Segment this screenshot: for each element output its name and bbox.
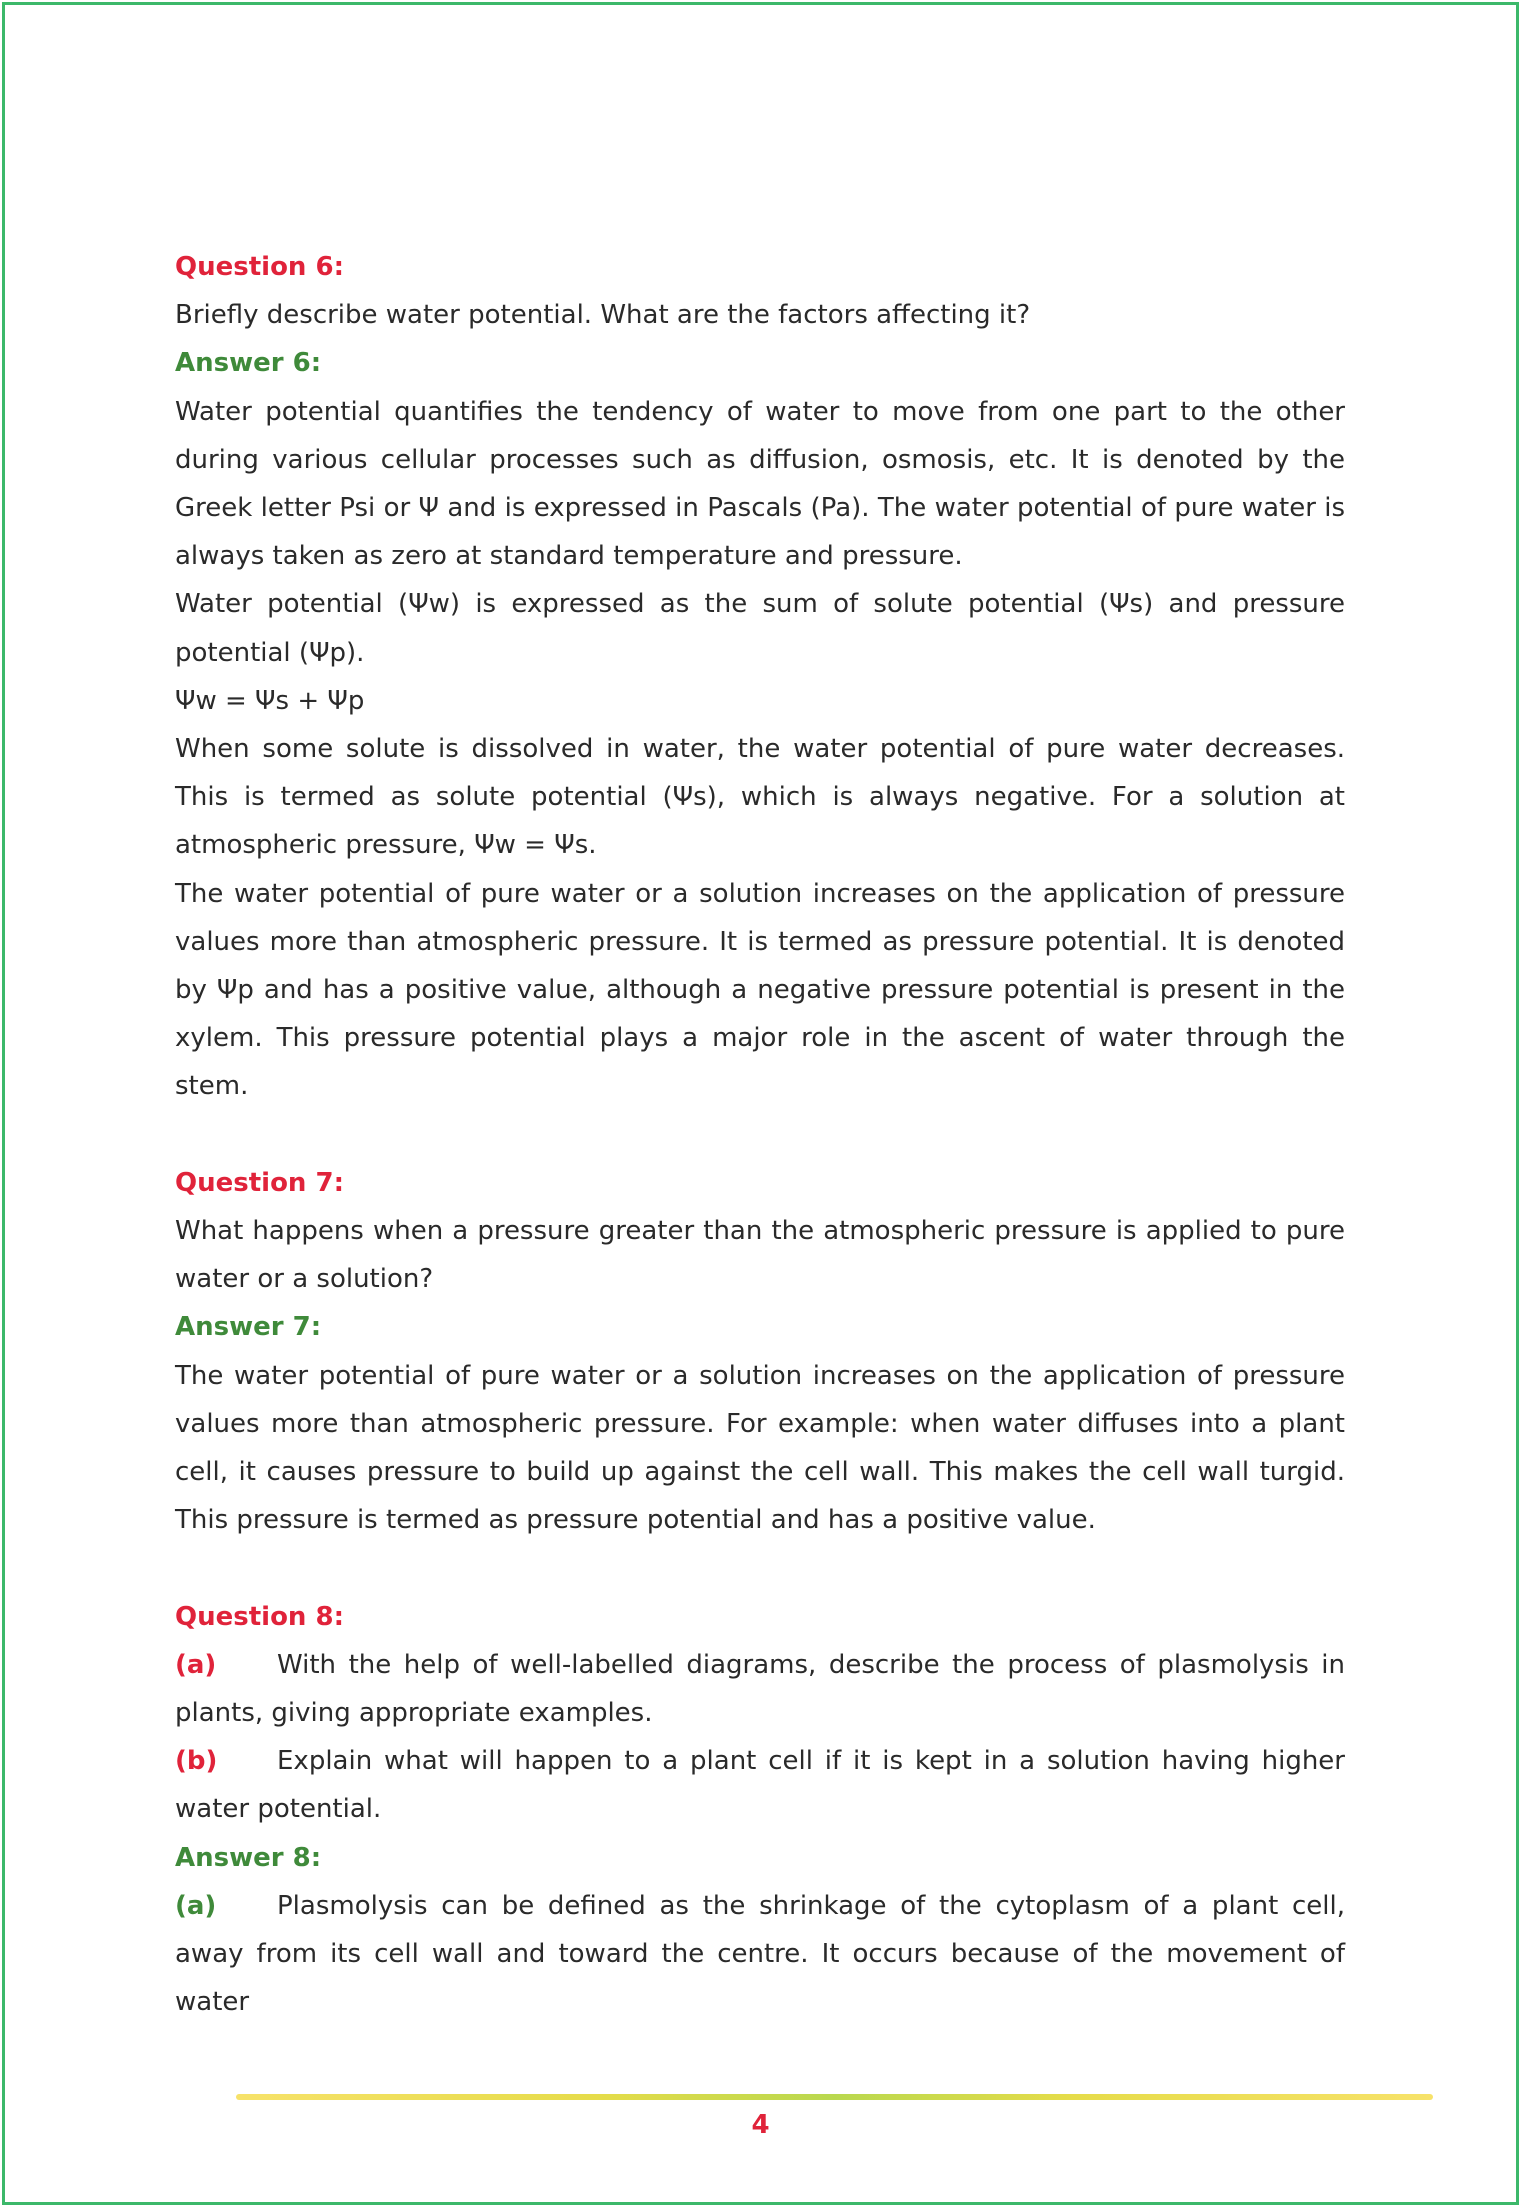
question-8-part-a-label: (a) [175, 1649, 217, 1680]
spacer [175, 1544, 1345, 1592]
answer-6-heading: Answer 6: [175, 348, 322, 379]
page-number: 4 [751, 2110, 770, 2140]
answer-8-heading: Answer 8: [175, 1842, 322, 1873]
question-8-part-b-text: Explain what will happen to a plant cell if it is kept in a solution having higher water potential. [175, 1746, 1345, 1825]
question-8-part-a [175, 1641, 1345, 1737]
answer-7-text: The water potential of pure water or a solution increases on the application of pressure values more than atmospheric pressure. For example: when water diffuses into a plant cell, it causes pressure to build up against the cell wall. This makes the cell wall turgid. This pressure is termed as pressure potential and has a positive value. [175, 1360, 1345, 1536]
answer-6-paragraph: The water potential of pure water or a solution increases on the application of pressure values more than atmospheric pressure. It is termed as pressure potential. It is denoted by Ψp and has a positive value, although a negative pressure potential is present in the xylem. This pressure potential plays a major role in the ascent of water through the stem. [175, 878, 1345, 1102]
question-8-part-b-label: (b) [175, 1746, 218, 1777]
question-7-heading: Question 7: [175, 1167, 344, 1198]
answer-7-heading: Answer 7: [175, 1312, 322, 1343]
question-6-heading: Question 6: [175, 252, 344, 282]
question-8-part-b [175, 1737, 1345, 1833]
footer-divider [236, 2094, 1433, 2100]
question-8-part-a-text: With the help of well-labelled diagrams, describe the process of plasmolysis in plants, giving appropriate examples. [175, 1649, 1345, 1729]
spacer [175, 1111, 1345, 1159]
answer-6-paragraph: When some solute is dissolved in water, the water potential of pure water decreases. This is termed as solute potential (Ψs), which is always negative. For a solution at atmospheric pressure, Ψw = Ψs. [175, 734, 1345, 861]
answer-6-paragraph: Water potential (Ψw) is expressed as the sum of solute potential (Ψs) and pressure potential (Ψp). [175, 589, 1345, 668]
answer-8-part-a-label: (a) [175, 1890, 217, 1921]
answer-6-paragraph: Water potential quantifies the tendency of water to move from one part to the other during various cellular processes such as diffusion, osmosis, etc. It is denoted by the Greek letter Psi or Ψ and is expressed in Pascals (Pa). The water potential of pure water is always taken as zero at standard temperature and pressure. [175, 396, 1345, 572]
question-6-text: Briefly describe water potential. What are the factors affecting it? [175, 300, 1031, 331]
question-8-heading: Question 8: [175, 1601, 344, 1632]
page-content [175, 243, 1345, 2026]
answer-6-equation: Ψw = Ψs + Ψp [175, 685, 365, 716]
answer-8-part-a-text: Plasmolysis can be defined as the shrinkage of the cytoplasm of a plant cell, away from its cell wall and toward the centre. It occurs because of the movement of water [175, 1890, 1345, 2018]
answer-8-part-a [175, 1882, 1345, 2027]
question-7-text: What happens when a pressure greater than the atmospheric pressure is applied to pure water or a solution? [175, 1216, 1345, 1295]
